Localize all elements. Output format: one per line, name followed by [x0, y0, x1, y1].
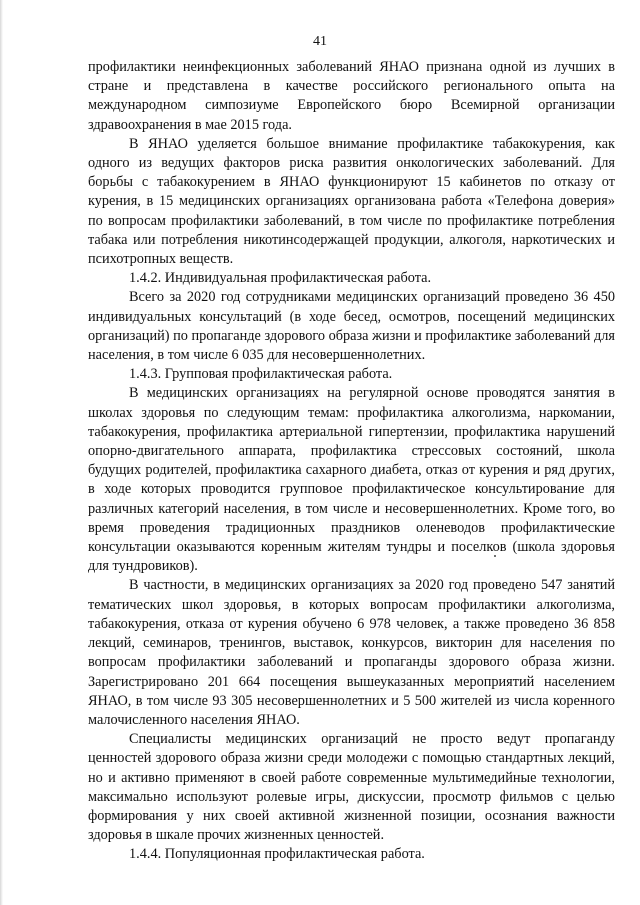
paragraph-health-schools: В медицинских организациях на регулярной основе проводятся занятия в школах здоровья по следующим темам: профилактика алкоголизма, наркомании, табакокурения, профилактика артериальной гипертензии, профилактика нарушений опорно-двигательного аппарата, профилактика стрессовых состояний, школа будущих родителей, профилактика сахарного диабета, отказ от курения и ряд других, в ходе которых проводится групповое профилактическое консультирование для различных категорий населения, в том числе и несовершеннолетних. Кроме того, во время проведения традиционных праздников оленеводов профилактические консультации оказываются коренным жителям тундры и поселков (школа здоровья для тундровиков). [88, 385, 615, 575]
section-heading-1-4-3: 1.4.3. Групповая профилактическая работа. [129, 366, 393, 383]
document-body [88, 58, 615, 865]
scan-speck [494, 555, 496, 557]
paragraph-2020-statistics: В частности, в медицинских организациях за 2020 год проведено 547 занятий тематических школ здоровья, в которых вопросам профилактики алкоголизма, табакокурения, отказа от курения обучено 6 978 человек, а также проведено 36 858 лекций, семинаров, тренингов, выставок, конкурсов, викторин для населения по вопросам профилактики заболеваний и пропаганды здорового образа жизни. Зарегистрировано 201 664 посещения вышеуказанных мероприятий населением ЯНАО, в том числе 93 305 несовершеннолетних и 5 500 жителей из числа коренного малочисленного населения ЯНАО. [88, 577, 615, 728]
paragraph-continuation: профилактики неинфекционных заболеваний ЯНАО признана одной из лучших в стране и представлена в качестве российского регионального опыта на международном симпозиуме Европейского бюро Всемирной организации здравоохранения в мае 2015 года. [88, 59, 615, 133]
section-heading-1-4-2: 1.4.2. Индивидуальная профилактическая работа. [129, 270, 432, 287]
paragraph-multimedia-methods: Специалисты медицинских организаций не просто ведут пропаганду ценностей здорового образа жизни среди молодежи с помощью стандартных лекций, но и активно применяют в своей работе современные мультимедийные технологии, максимально используют ролевые игры, дискуссии, просмотр фильмов с целью формирования у них своей активной жизненной позиции, осознания важности здоровья в шкале прочих жизненных ценностей. [88, 731, 615, 844]
scan-edge [0, 0, 3, 905]
page-number: 41 [313, 34, 327, 49]
section-heading-1-4-4: 1.4.4. Популяционная профилактическая работа. [129, 846, 425, 863]
paragraph-individual-consultations: Всего за 2020 год сотрудниками медицинских организаций проведено 36 450 индивидуальных консультаций (в ходе бесед, осмотров, посещений медицинских организаций) по пропаганде здорового образа жизни и профилактике заболеваний для населения, в том числе 6 035 для несовершеннолетних. [88, 289, 616, 364]
paragraph-tobacco-prevention: В ЯНАО уделяется большое внимание профилактике табакокурения, как одного из ведущих факторов риска развития онкологических заболеваний. Для борьбы с табакокурением в ЯНАО функционируют 15 кабинетов по отказу от курения, в 15 медицинских организациях организована работа «Телефона доверия» по вопросам профилактики заболеваний, в том числе по профилактике потребления табака или потребления никотинсодержащей продукции, алкоголя, наркотических и психотропных веществ. [88, 135, 615, 268]
